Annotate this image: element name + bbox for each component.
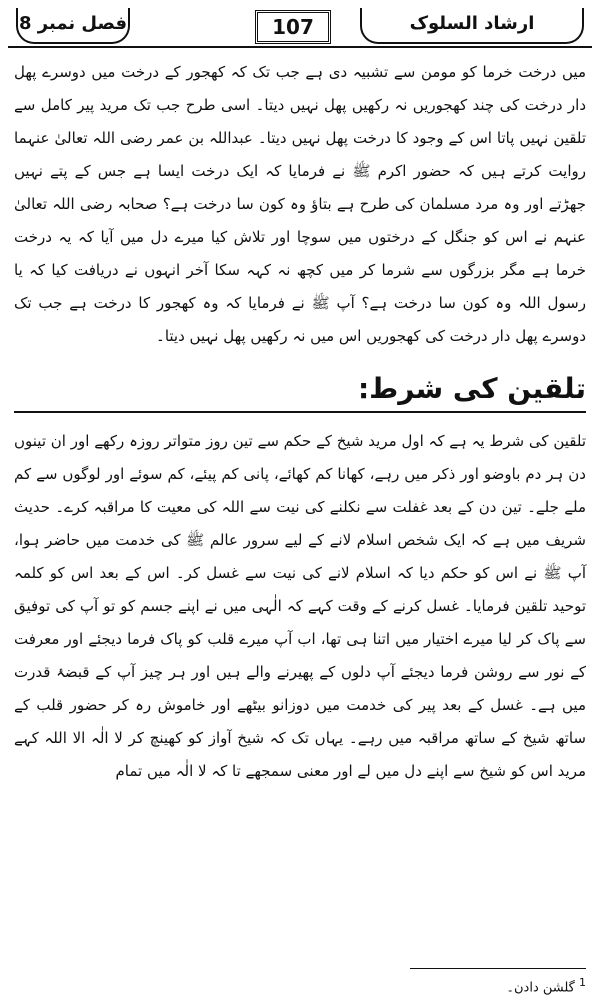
- paragraph-talqeen-condition: تلقین کی شرط یہ ہے کہ اول مرید شیخ کے حکم سے تین روز متواتر روزہ رکھے اور ان تینوں دن ہر دم باوضو اور ذکر میں رہے، کھانا کم کھائے، پانی کم پیئے، کم سوئے اور لوگوں سے کم ملے جلے۔ تین دن کے بعد غفلت سے نکلنے کی نیت سے اللہ کی معیت کا مراقبہ کرے۔ حدیث شریف میں ہے کہ ایک شخص اسلام لانے کے لیے سرور عالم ﷺ کی خدمت میں حاضر ہوا، آپ ﷺ نے اس کو حکم دیا کہ اسلام لانے کی نیت سے غسل کر۔ اس کے بعد اس کو کلمہ توحید تلقین فرمایا۔ غسل کرنے کے وقت کہے کہ الٰہی میں نے اپنے جسم کو تو آپ کی توفیق سے پاک کر لیا میرے اختیار میں اتنا ہی تھا، اب آپ میرے قلب کو پاک فرما دیجئے اور معرفت کے نور سے روشن فرما دیجئے آپ دلوں کے پھیرنے والے ہیں اور ہر چیز آپ کے قبضۂ قدرت میں ہے۔ غسل کے بعد پیر کی خدمت میں دوزانو بیٹھے اور خاموش رہ کر حضور قلب کے ساتھ شیخ کے ساتھ مراقبہ میں رہے۔ یہاں تک کہ شیخ آواز کو کھینچ کر لا الٰہ الا اللہ کہے مرید اس کو شیخ سے اپنے دل میں لے اور معنی سمجھے تا کہ لا الٰہ میں تمام: [14, 432, 586, 780]
- page-header: [8, 6, 592, 48]
- footnote-divider: [410, 968, 586, 969]
- paragraph-date-palm: میں درخت خرما کو مومن سے تشبیہ دی ہے جب تک کہ کھجور کے درخت میں دوسرے پھل دار درخت کی چند کھجوریں نہ رکھیں پھل نہیں دیتا۔ اسی طرح جب تک مرید پیر کامل سے تلقین نہیں پاتا اس کے وجود کا درخت پھل نہیں دیتا۔ عبداللہ بن عمر رضی اللہ تعالیٰ عنہما روایت کرتے ہیں کہ حضور اکرم ﷺ نے فرمایا کہ ایک درخت ایسا ہے جس کے پتے نہیں جھڑتے اور وہ مرد مسلمان کی طرح ہے بتاؤ وہ کون سا درخت ہے؟ صحابہ رضی اللہ تعالیٰ عنہم نے اس کو جنگل کے درختوں میں سوچا اور تلاش کیا میرے دل میں آیا کہ یہ درخت خرما ہے مگر بزرگوں سے شرما کر میں کچھ نہ کہہ سکا آخر انہوں نے دریافت کیا کہ یا رسول اللہ وہ کون سا درخت ہے؟ آپ ﷺ نے فرمایا کہ وہ کھجور کا درخت ہے جب تک دوسرے پھل دار درخت کی کھجوریں اس میں نہ رکھیں پھل نہیں دیتا۔: [14, 63, 586, 345]
- heading-divider: [14, 411, 586, 413]
- book-title: ارشاد السلوک: [360, 8, 584, 44]
- footnote-text: گلشن دادن۔: [506, 980, 575, 996]
- chapter-label: فصل نمبر 8: [16, 8, 130, 44]
- section-heading: تلقین کی شرط:: [357, 372, 586, 405]
- page-body: [14, 56, 586, 788]
- footnote: [286, 972, 586, 999]
- page-number: 107: [255, 10, 331, 44]
- section-heading-block: [14, 363, 586, 419]
- footnote-marker: 1: [579, 976, 586, 989]
